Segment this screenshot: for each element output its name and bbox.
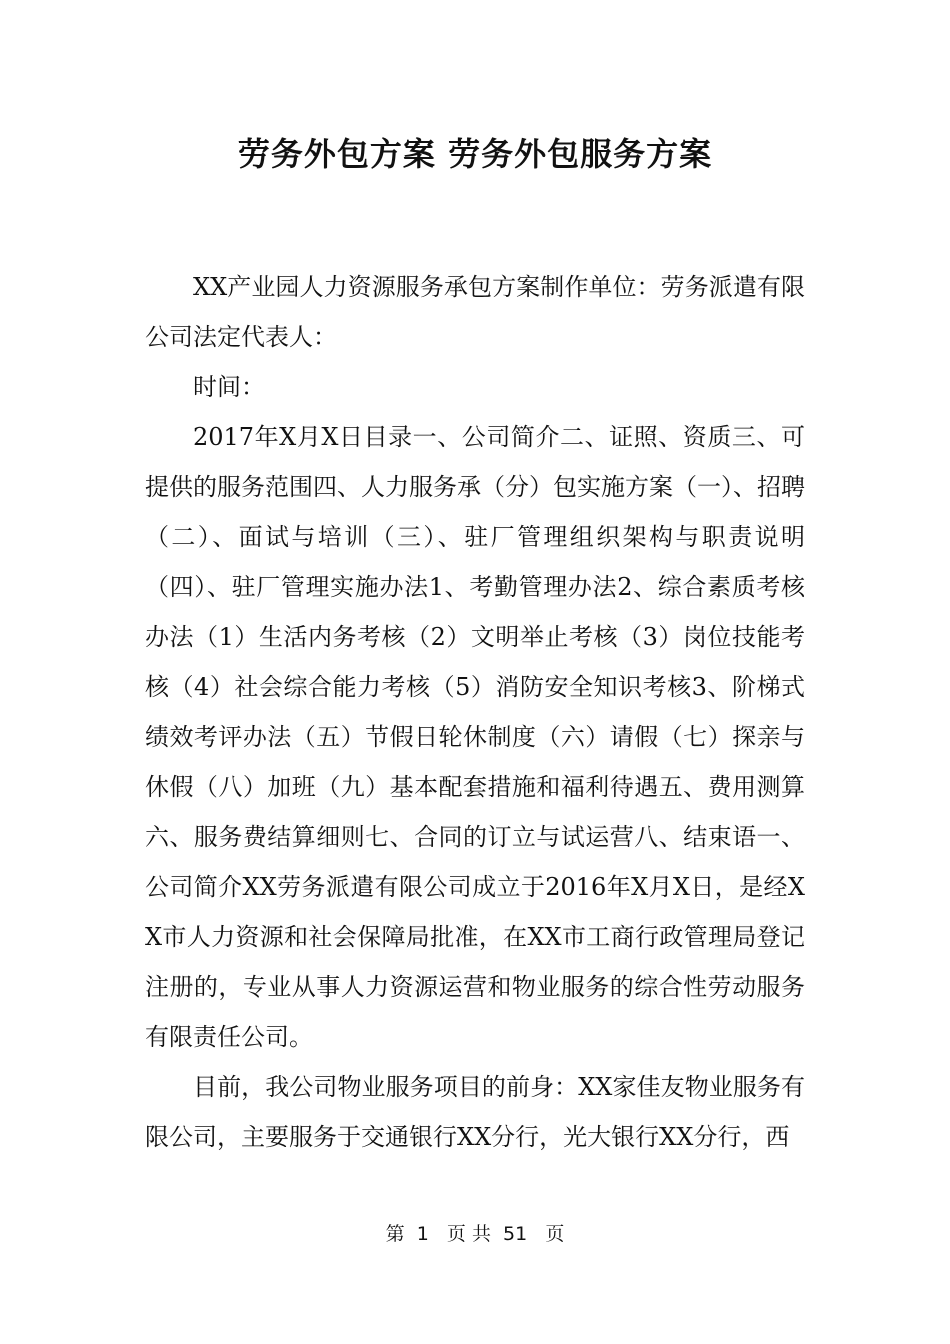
document-body: [145, 262, 805, 1162]
paragraph-time: 时间：: [193, 373, 265, 401]
document-title: 劳务外包方案 劳务外包服务方案: [237, 135, 713, 173]
paragraph-contents: 2017年X月X日目录一、公司简介二、证照、资质三、可提供的服务范围四、人力服务承（分）包实施方案（一）、招聘（二）、面试与培训（三）、驻厂管理组织架构与职责说明（四）、驻厂管理实施办法1、考勤管理办法2、综合素质考核办法（1）生活内务考核（2）文明举止考核（3）岗位技能考核（4）社会综合能力考核（5）消防安全知识考核3、阶梯式绩效考评办法（五）节假日轮休制度（六）请假（七）探亲与休假（八）加班（九）基本配套措施和福利待遇五、费用测算六、服务费结算细则七、合同的订立与试运营八、结束语一、公司简介XX劳务派遣有限公司成立于2016年X月X日，是经XX市人力资源和社会保障局批准，在XX市工商行政管理局登记注册的，专业从事人力资源运营和物业服务的综合性劳动服务有限责任公司。: [145, 423, 805, 1051]
paragraph-current: 目前，我公司物业服务项目的前身：XX家佳友物业服务有限公司，主要服务于交通银行XX分行，光大银行XX分行，西: [145, 1073, 805, 1151]
paragraph-intro: XX产业园人力资源服务承包方案制作单位：劳务派遣有限公司法定代表人：: [145, 273, 805, 351]
page-footer: 第 1 页 共 51 页: [385, 1223, 565, 1245]
